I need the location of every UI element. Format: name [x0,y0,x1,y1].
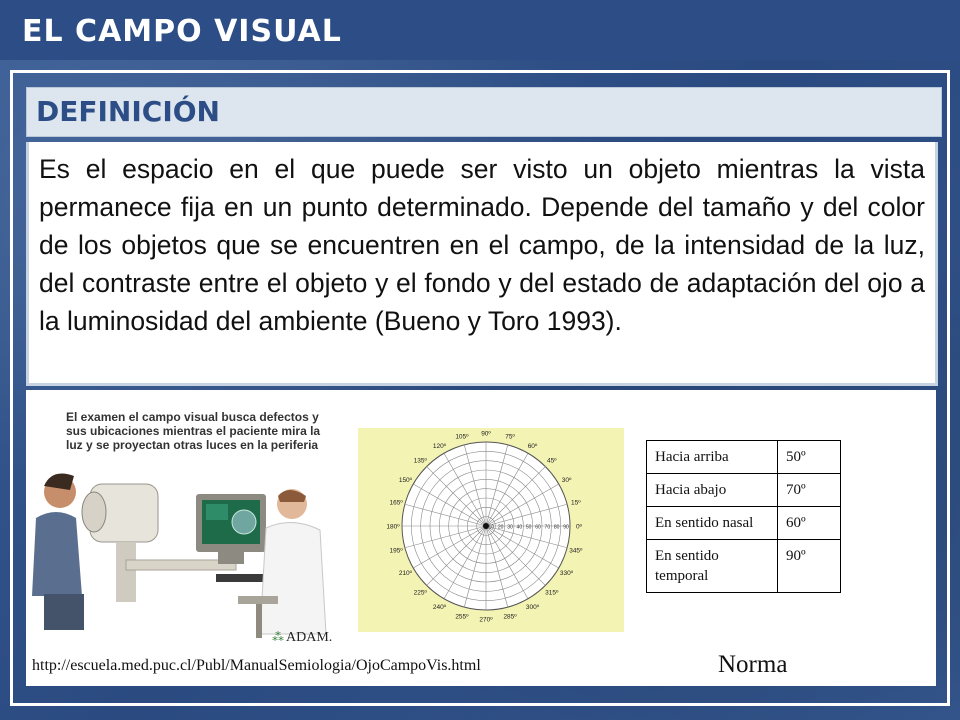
perimeter-angle-label: 330º [559,570,574,577]
adam-mark-icon: ⁂ [272,630,284,644]
perimeter-radial-label: 90 [563,524,569,531]
perimeter-angle-label: 150º [398,477,413,484]
table-row [647,540,841,593]
perimeter-radial-label: 60 [535,524,541,531]
perimeter-angle-label: 105º [455,433,469,441]
norm-value: 70º [778,474,841,507]
perimeter-angle-label: 45º [546,457,557,465]
norm-direction: Hacia arriba [647,441,778,474]
definition-box [26,142,938,386]
perimeter-radial-label: 80 [553,524,560,531]
norma-label: Norma [718,651,788,678]
perimeter-angle-label: 195º [389,547,403,555]
perimeter-angle-label: 75º [505,433,515,441]
perimeter-angle-label: 60º [527,442,538,450]
section-title: DEFINICIÓN [36,95,220,128]
perimeter-angle-label: 345º [569,547,583,555]
perimeter-angle-label: 120º [432,442,447,450]
definition-text: Es el espacio en el que puede ser visto un objeto mientras la vista permanece fija en un punto determinado. Depende del tamaño y del color de los objetos que se encuentren en el campo, de la intensidad de la luz, del contraste entre el objeto y el fondo y del estado de adaptación del ojo a la luminosidad del ambiente (Bueno y Toro 1993). [39,154,925,336]
adam-logo-text: ADAM. [286,630,333,645]
norm-value: 50º [778,441,841,474]
source-url: http://escuela.med.puc.cl/Publ/ManualSemiologia/OjoCampoVis.html [32,657,481,674]
perimeter-angle-label: 270º [479,616,493,624]
perimeter-radial-label: 50 [525,524,532,531]
norm-direction: En sentido nasal [647,507,778,540]
perimeter-angle-label: 210º [398,570,413,577]
perimeter-angle-label: 240º [432,604,447,612]
norm-value: 60º [778,507,841,540]
table-row [647,474,841,507]
perimeter-angle-label: 180º [386,523,400,531]
perimeter-angle-label: 30º [561,477,572,484]
perimeter-angle-label: 0º [576,523,582,531]
perimeter-angle-label: 165º [389,499,403,507]
norm-direction: Hacia abajo [647,474,778,507]
perimeter-radial-label: 40 [516,524,523,531]
visual-field-perimeter-chart [358,428,624,632]
slide-title: EL CAMPO VISUAL [22,14,342,49]
perimeter-angle-label: 225º [413,589,427,597]
perimeter-angle-label: 285º [503,613,517,621]
illustration-caption: El examen el campo visual busca defectos y sus ubicaciones mientras el paciente mira la luz y se proyectan otras luces en la periferia [66,410,321,452]
perimeter-angle-label: 255º [455,613,469,621]
perimeter-radial-label: 70 [544,524,551,531]
perimeter-angle-label: 300º [525,604,540,612]
norm-value: 90º [778,540,841,593]
norm-direction: En sentido temporal [647,540,778,593]
adam-logo [272,630,332,646]
norms-table-body [647,441,841,593]
visual-field-norms-table [646,440,841,593]
perimeter-angle-label: 135º [413,457,427,465]
perimeter-radial-label: 30 [507,524,513,531]
perimeter-radial-label: 10 [488,524,495,531]
table-row [647,441,841,474]
perimeter-angle-label: 15º [571,499,581,507]
perimeter-angle-label: 315º [545,589,559,597]
table-row [647,507,841,540]
perimeter-angle-label: 90º [481,430,491,438]
perimeter-radial-label: 20 [497,524,504,531]
